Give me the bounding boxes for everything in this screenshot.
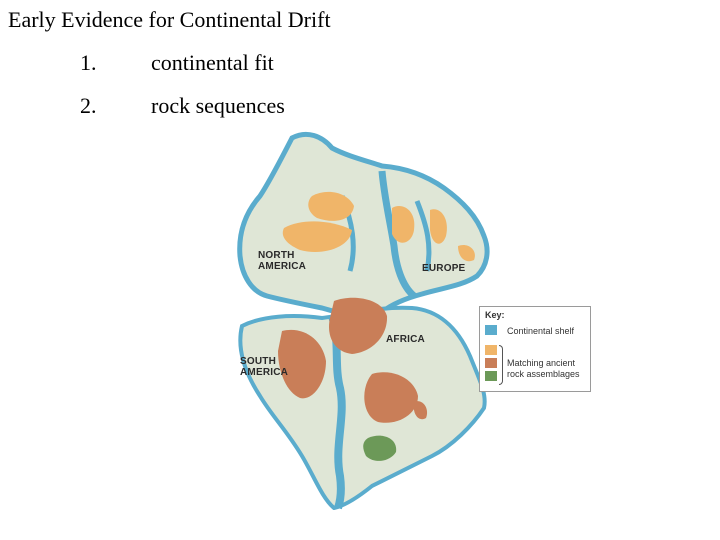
label-south-america: SOUTH AMERICA — [240, 356, 289, 378]
matching-rocks-label-line2: rock assemblages — [507, 369, 580, 379]
orange-rock-swatch — [485, 345, 497, 355]
label-north-america: NORTH AMERICA — [258, 250, 307, 272]
map-key — [479, 306, 591, 392]
list-item-text: rock sequences — [151, 93, 285, 118]
list-item-number: 1. — [80, 50, 97, 75]
label-africa: AFRICA — [386, 334, 425, 345]
list-item-number: 2. — [80, 93, 97, 118]
brace-icon — [499, 345, 503, 385]
label-europe: EUROPE — [422, 263, 466, 274]
north-landmass — [240, 134, 487, 315]
slide-title: Early Evidence for Continental Drift — [8, 7, 331, 32]
key-title: Key: — [485, 310, 505, 320]
matching-rocks-label-line1: Matching ancient — [507, 358, 576, 368]
continental-shelf-label: Continental shelf — [507, 326, 575, 336]
brown-rock-swatch — [485, 358, 497, 368]
continental-drift-map — [222, 126, 492, 510]
green-rock-swatch — [485, 371, 497, 381]
continental-shelf-swatch — [485, 325, 497, 335]
list-item-text: continental fit — [151, 50, 274, 75]
